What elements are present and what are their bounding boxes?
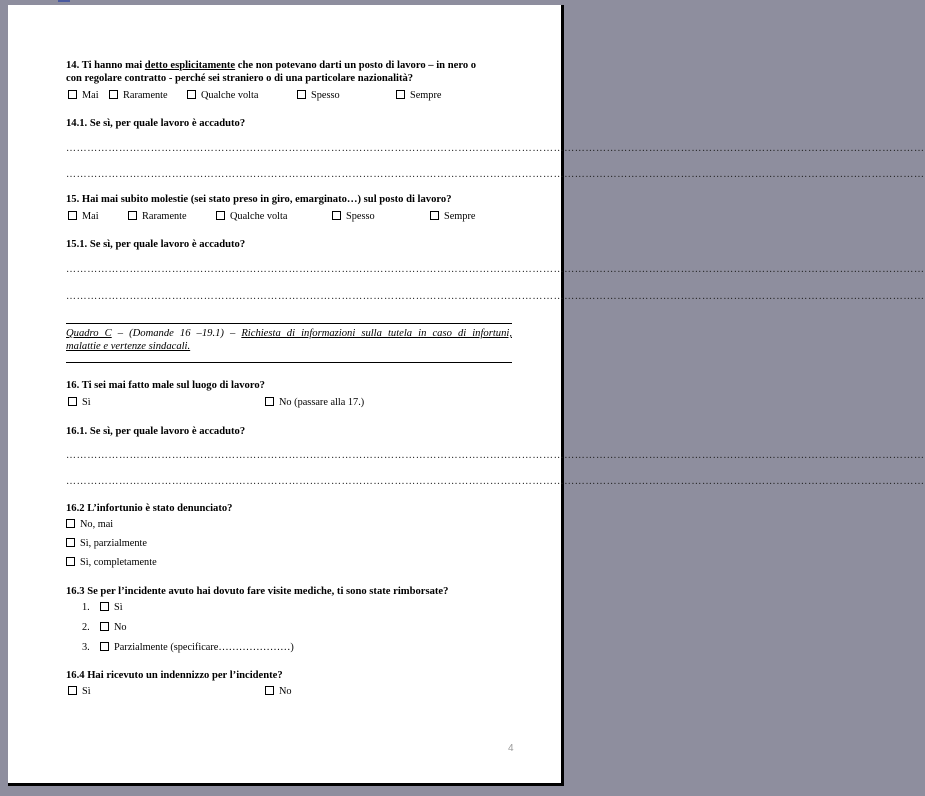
q16-2-option-si-parzialmente[interactable]: Sì, parzialmente <box>66 537 147 550</box>
q14-option-sempre[interactable]: Sempre <box>396 89 441 102</box>
q16-option-si[interactable]: Sì <box>68 396 91 409</box>
answer-line[interactable]: ……………………………………………………………………………………………………………………………………………………………………………………………………………………… <box>66 476 925 487</box>
checkbox-icon[interactable] <box>297 90 306 99</box>
checkbox-icon[interactable] <box>396 90 405 99</box>
checkbox-icon[interactable] <box>66 519 75 528</box>
q15-option-mai[interactable]: Mai <box>68 210 99 223</box>
q15-option-qualche-volta[interactable]: Qualche volta <box>216 210 287 223</box>
checkbox-icon[interactable] <box>187 90 196 99</box>
question-14-line-1: 14. Ti hanno mai detto esplicitamente che non potevano darti un posto di lavoro – in nero o <box>66 60 477 71</box>
checkbox-icon[interactable] <box>265 397 274 406</box>
section-rule-top <box>66 323 512 324</box>
q14-option-qualche-volta[interactable]: Qualche volta <box>187 89 258 102</box>
q16-3-option-parzialmente[interactable]: 3. Parzialmente (specificare…………………) <box>82 642 294 653</box>
q16-3-option-si[interactable]: 1. Sì <box>82 602 123 613</box>
document-page <box>8 5 925 786</box>
quadro-c-heading-line-1: Quadro C – (Domande 16 –19.1) – Richiesta di informazioni sulla tutela in caso di infortuni, <box>66 328 512 339</box>
checkbox-icon[interactable] <box>68 90 77 99</box>
answer-line[interactable]: ……………………………………………………………………………………………………………………………………………………………………………………………………………………… <box>66 450 925 461</box>
answer-line[interactable]: ……………………………………………………………………………………………………………………………………………………………………………………………………………………… <box>66 143 925 154</box>
question-14-1: 14.1. Se sì, per quale lavoro è accaduto? <box>66 118 246 129</box>
q15-option-sempre[interactable]: Sempre <box>430 210 475 223</box>
section-rule-bottom <box>66 362 512 363</box>
answer-line[interactable]: ……………………………………………………………………………………………………………………………………………………………………………………………………………………… <box>66 264 925 275</box>
window-top-marker <box>58 0 70 2</box>
question-15-1: 15.1. Se sì, per quale lavoro è accaduto? <box>66 239 246 250</box>
question-16-1: 16.1. Se sì, per quale lavoro è accaduto? <box>66 426 246 437</box>
q14-option-spesso[interactable]: Spesso <box>297 89 340 102</box>
checkbox-icon[interactable] <box>68 397 77 406</box>
checkbox-icon[interactable] <box>265 686 274 695</box>
page-number: 4 <box>508 743 514 754</box>
checkbox-icon[interactable] <box>128 211 137 220</box>
question-14-line-2: con regolare contratto - perché sei straniero o di una particolare nazionalità? <box>66 73 414 84</box>
question-16: 16. Ti sei mai fatto male sul luogo di lavoro? <box>66 380 265 391</box>
checkbox-icon[interactable] <box>100 602 109 611</box>
checkbox-icon[interactable] <box>109 90 118 99</box>
q16-4-option-no[interactable]: No <box>265 685 292 698</box>
question-15: 15. Hai mai subito molestie (sei stato preso in giro, emarginato…) sul posto di lavoro? <box>66 194 452 205</box>
checkbox-icon[interactable] <box>68 686 77 695</box>
quadro-c-heading-line-2: malattie e vertenze sindacali. <box>66 341 191 352</box>
checkbox-icon[interactable] <box>68 211 77 220</box>
q16-2-option-si-completamente[interactable]: Sì, completamente <box>66 556 157 569</box>
checkbox-icon[interactable] <box>66 538 75 547</box>
checkbox-icon[interactable] <box>332 211 341 220</box>
checkbox-icon[interactable] <box>216 211 225 220</box>
checkbox-icon[interactable] <box>66 557 75 566</box>
q15-option-raramente[interactable]: Raramente <box>128 210 187 223</box>
answer-line[interactable]: ……………………………………………………………………………………………………………………………………………………………………………………………………………………… <box>66 291 925 302</box>
q16-3-option-no[interactable]: 2. No <box>82 622 127 633</box>
checkbox-icon[interactable] <box>430 211 439 220</box>
q16-4-option-si[interactable]: Sì <box>68 685 91 698</box>
question-16-2: 16.2 L’infortunio è stato denunciato? <box>66 503 233 514</box>
q16-option-no[interactable]: No (passare alla 17.) <box>265 396 364 409</box>
checkbox-icon[interactable] <box>100 622 109 631</box>
answer-line[interactable]: ……………………………………………………………………………………………………………………………………………………………………………………………………………………… <box>66 169 925 180</box>
question-16-4: 16.4 Hai ricevuto un indennizzo per l’incidente? <box>66 670 283 681</box>
question-16-3: 16.3 Se per l’incidente avuto hai dovuto fare visite mediche, ti sono state rimborsate? <box>66 586 449 597</box>
q16-2-option-no-mai[interactable]: No, mai <box>66 518 113 531</box>
q15-option-spesso[interactable]: Spesso <box>332 210 375 223</box>
checkbox-icon[interactable] <box>100 642 109 651</box>
q14-option-raramente[interactable]: Raramente <box>109 89 168 102</box>
q14-option-mai[interactable]: Mai <box>68 89 99 102</box>
